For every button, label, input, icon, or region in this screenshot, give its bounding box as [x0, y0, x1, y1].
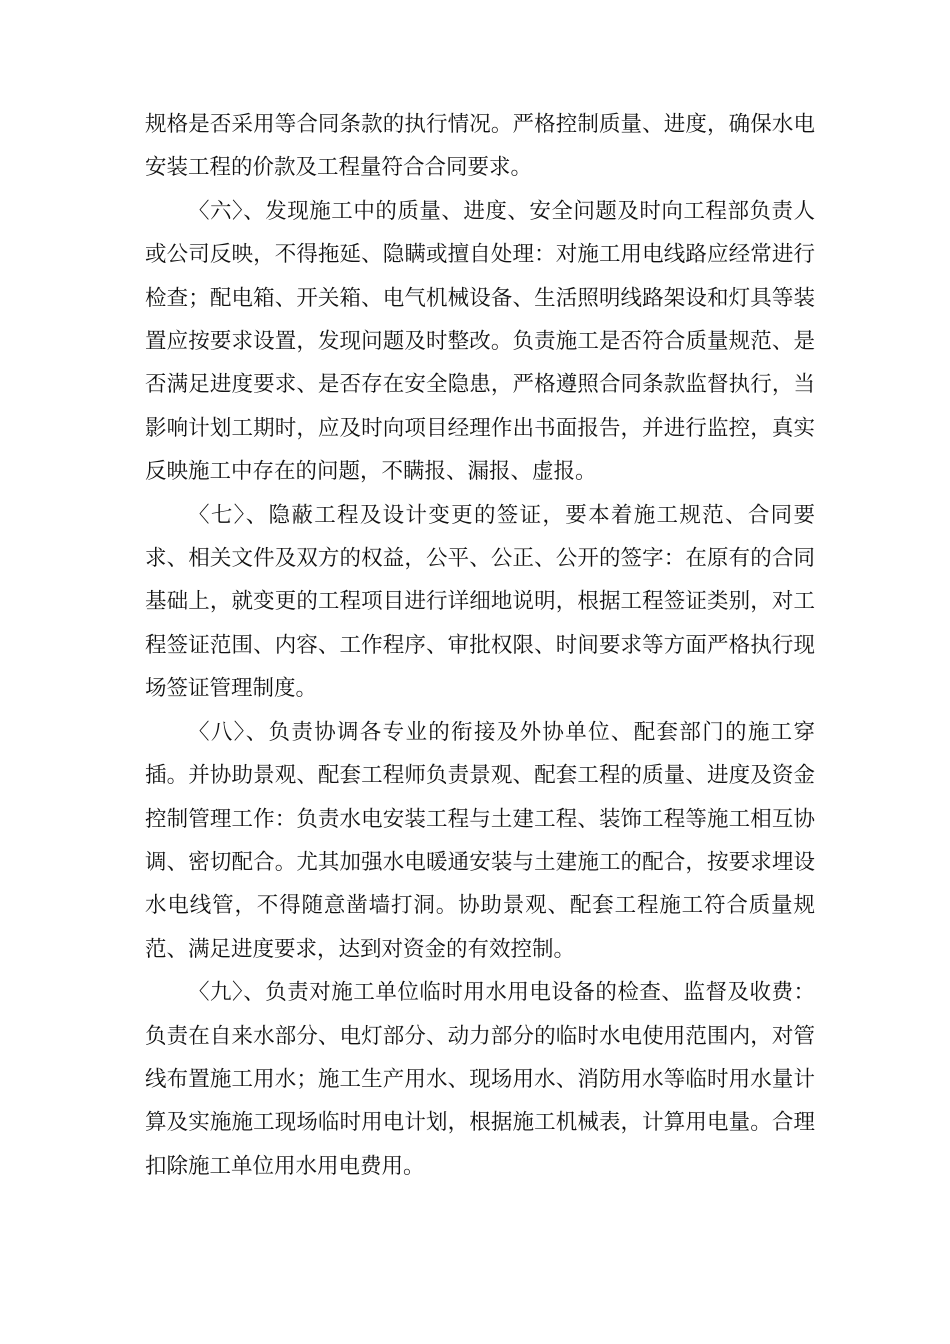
paragraph-section-6: 〈六〉、发现施工中的质量、进度、安全问题及时向工程部负责人或公司反映，不得拖延、隐瞒或擅自处理：对施工用电线路应经常进行检查；配电箱、开关箱、电气机械设备、生活照明线路架设和灯具等装置应按要求设置，发现问题及时整改。负责施工是否符合质量规范、是否满足进度要求、是否存在安全隐患，严格遵照合同条款监督执行，当影响计划工期时，应及时向项目经理作出书面报告，并进行监控，真实反映施工中存在的问题，不瞒报、漏报、虚报。 — [145, 198, 815, 485]
document-body — [145, 103, 815, 1188]
paragraph-section-8: 〈八〉、负责协调各专业的衔接及外协单位、配套部门的施工穿插。并协助景观、配套工程师负责景观、配套工程的质量、进度及资金控制管理工作：负责水电安装工程与土建工程、装饰工程等施工相互协调、密切配合。尤其加强水电暖通安装与土建施工的配合，按要求埋设水电线管，不得随意凿墙打洞。协助景观、配套工程施工符合质量规范、满足进度要求，达到对资金的有效控制。 — [145, 719, 815, 962]
paragraph-section-9: 〈九〉、负责对施工单位临时用水用电设备的检查、监督及收费：负责在自来水部分、电灯部分、动力部分的临时水电使用范围内，对管线布置施工用水；施工生产用水、现场用水、消防用水等临时用水量计算及实施施工现场临时用电计划，根据施工机械表，计算用电量。合理扣除施工单位用水用电费用。 — [145, 980, 815, 1179]
paragraph-continuation: 规格是否采用等合同条款的执行情况。严格控制质量、进度，确保水电安装工程的价款及工程量符合合同要求。 — [145, 112, 815, 181]
paragraph-section-7: 〈七〉、隐蔽工程及设计变更的签证，要本着施工规范、合同要求、相关文件及双方的权益，公平、公正、公开的签字：在原有的合同基础上，就变更的工程项目进行详细地说明，根据工程签证类别，对工程签证范围、内容、工作程序、审批权限、时间要求等方面严格执行现场签证管理制度。 — [145, 502, 815, 702]
